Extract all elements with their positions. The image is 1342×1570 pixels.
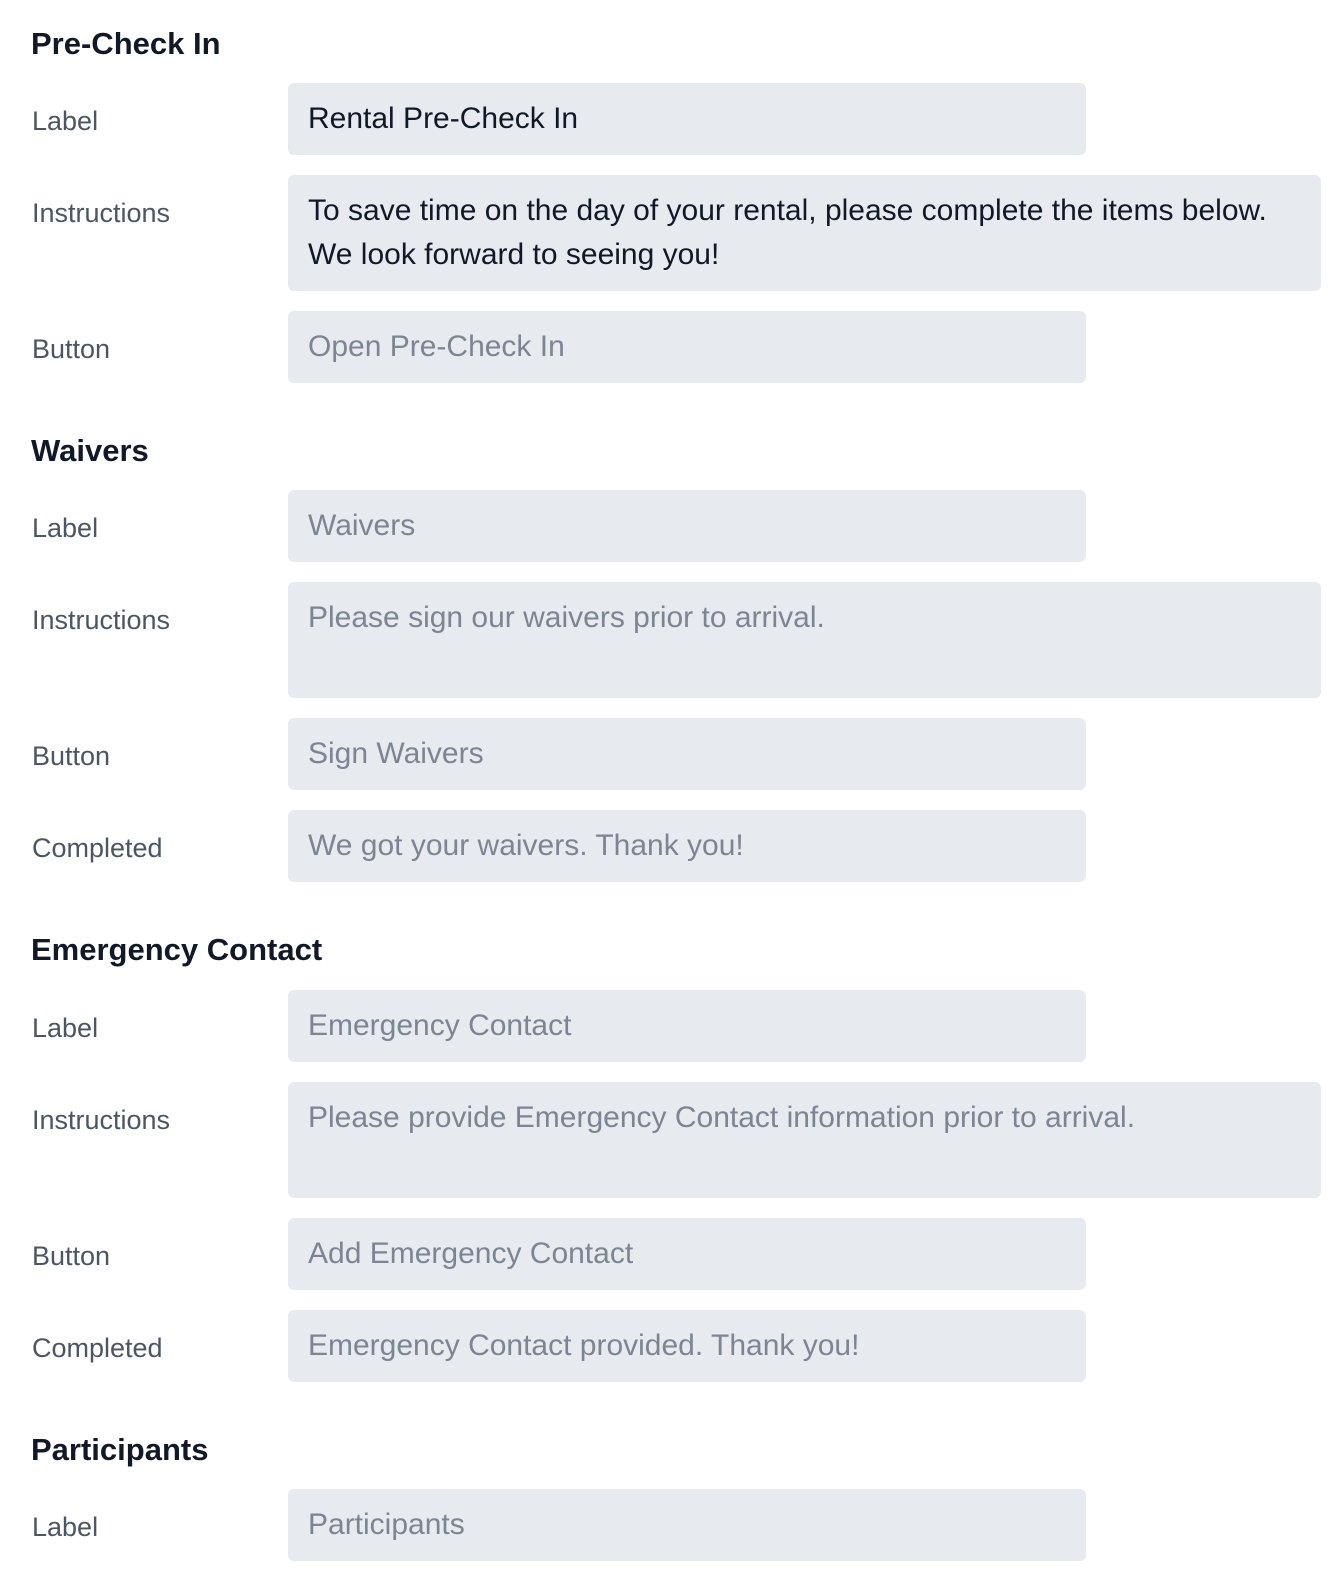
precheck-label-input[interactable] [288,83,1086,155]
waivers-button-label: Button [32,741,111,771]
waivers-completed-label: Completed [32,833,163,863]
precheck-button-label: Button [32,334,111,364]
participants-section-title: Participants [31,1432,209,1467]
waivers-section-title: Waivers [31,433,149,468]
emergency-completed-label: Completed [32,1333,163,1363]
precheck-button-input[interactable] [288,311,1086,383]
emergency-label-input[interactable] [288,990,1086,1062]
waivers-button-input[interactable] [288,718,1086,790]
precheck-label-label: Label [32,106,99,136]
emergency-section-title: Emergency Contact [31,932,323,967]
participants-label-label: Label [32,1512,99,1542]
emergency-completed-input[interactable] [288,1310,1086,1382]
waivers-completed-input[interactable] [288,810,1086,882]
emergency-label-label: Label [32,1013,99,1043]
emergency-button-label: Button [32,1241,111,1271]
precheck-instructions-textarea[interactable] [288,175,1321,291]
precheck-instructions-label: Instructions [32,198,171,228]
participants-label-input[interactable] [288,1489,1086,1561]
waivers-instructions-label: Instructions [32,605,171,635]
waivers-label-input[interactable] [288,490,1086,562]
emergency-instructions-textarea[interactable] [288,1082,1321,1198]
waivers-label-label: Label [32,513,99,543]
emergency-button-input[interactable] [288,1218,1086,1290]
waivers-instructions-textarea[interactable] [288,582,1321,698]
emergency-instructions-label: Instructions [32,1105,171,1135]
precheck-section-title: Pre-Check In [31,26,221,61]
